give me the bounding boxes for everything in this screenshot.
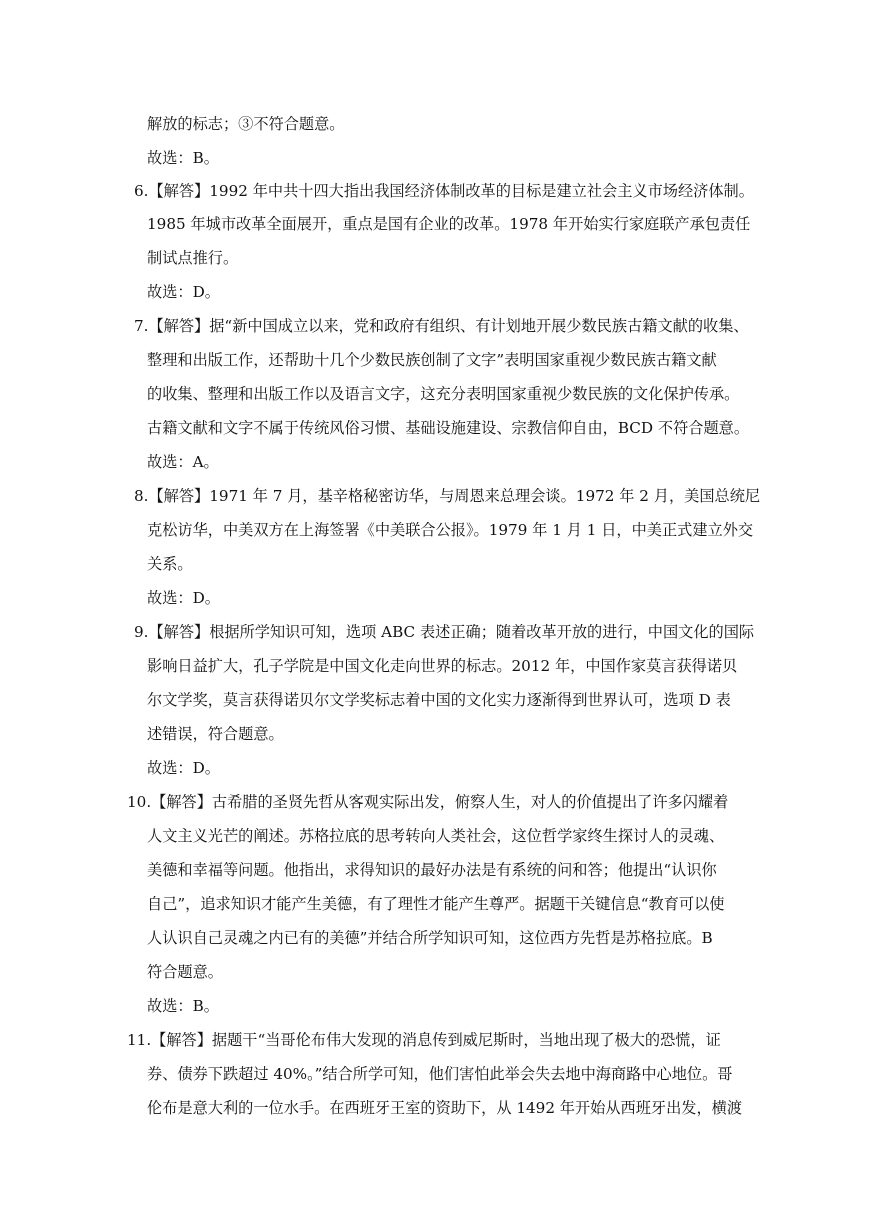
- text-line: 人文主义光芒的阐述。苏格拉底的思考转向人类社会，这位哲学家终生探讨人的灵魂、: [147, 827, 725, 845]
- answer-choice: 故选：A。: [147, 453, 219, 471]
- answer-8-line: 8.【解答】1971 年 7 月，基辛格秘密访华，与周恩来总理会谈。1972 年 2 月，美国总统尼: [134, 487, 761, 505]
- text-line: 自己”，追求知识才能产生美德，有了理性才能产生尊严。据题干关键信息“教育可以使: [147, 895, 725, 913]
- text-line: 人认识自己灵魂之内已有的美德”并结合所学知识可知，这位西方先哲是苏格拉底。B: [147, 929, 713, 947]
- answer-choice: 故选：B。: [147, 997, 219, 1015]
- answer-9-line: 9.【解答】根据所学知识可知，选项 ABC 表述正确；随着改革开放的进行，中国文化的国际: [134, 623, 755, 641]
- answer-choice: 故选：B。: [147, 149, 219, 167]
- answer-choice: 故选：D。: [147, 589, 220, 607]
- answer-choice: 故选：D。: [147, 759, 220, 777]
- text-line: 关系。: [147, 555, 193, 573]
- text-line: 制试点推行。: [147, 249, 239, 267]
- text-line: 解放的标志；③不符合题意。: [147, 115, 345, 133]
- text-line: 美德和幸福等问题。他指出，求得知识的最好办法是有系统的问和答；他提出“认识你: [147, 861, 717, 879]
- text-line: 券、债券下跌超过 40%。”结合所学可知，他们害怕此举会失去地中海商路中心地位。哥: [147, 1065, 733, 1083]
- text-line: 古籍文献和文字不属于传统风俗习惯、基础设施建设、宗教信仰自由，BCD 不符合题意。: [147, 419, 750, 437]
- text-line: 1985 年城市改革全面展开，重点是国有企业的改革。1978 年开始实行家庭联产承包责任: [147, 215, 751, 233]
- text-line: 的收集、整理和出版工作以及语言文字，这充分表明国家重视少数民族的文化保护传承。: [147, 385, 740, 403]
- answer-6-line: 6.【解答】1992 年中共十四大指出我国经济体制改革的目标是建立社会主义市场经济体制。: [134, 182, 754, 200]
- answer-7-line: 7.【解答】据“新中国成立以来，党和政府有组织、有计划地开展少数民族古籍文献的收集、: [134, 317, 749, 335]
- text-line: 述错误，符合题意。: [147, 725, 284, 743]
- text-line: 伦布是意大利的一位水手。在西班牙王室的资助下，从 1492 年开始从西班牙出发，横渡: [147, 1099, 743, 1117]
- text-line: 尔文学奖，莫言获得诺贝尔文学奖标志着中国的文化实力逐渐得到世界认可，选项 D 表: [147, 691, 731, 709]
- text-line: 克松访华，中美双方在上海签署《中美联合公报》。1979 年 1 月 1 日，中美正式建立外交: [147, 521, 754, 539]
- text-line: 整理和出版工作，还帮助十几个少数民族创制了文字”表明国家重视少数民族古籍文献: [147, 351, 717, 369]
- text-line: 符合题意。: [147, 963, 223, 981]
- answer-choice: 故选：D。: [147, 283, 220, 301]
- answer-11-line: 11.【解答】据题干“当哥伦布伟大发现的消息传到威尼斯时，当地出现了极大的恐慌，证: [127, 1031, 721, 1049]
- answer-10-line: 10.【解答】古希腊的圣贤先哲从客观实际出发，俯察人生，对人的价值提出了许多闪耀着: [127, 793, 729, 811]
- text-line: 影响日益扩大，孔子学院是中国文化走向世界的标志。2012 年，中国作家莫言获得诺贝: [147, 657, 738, 675]
